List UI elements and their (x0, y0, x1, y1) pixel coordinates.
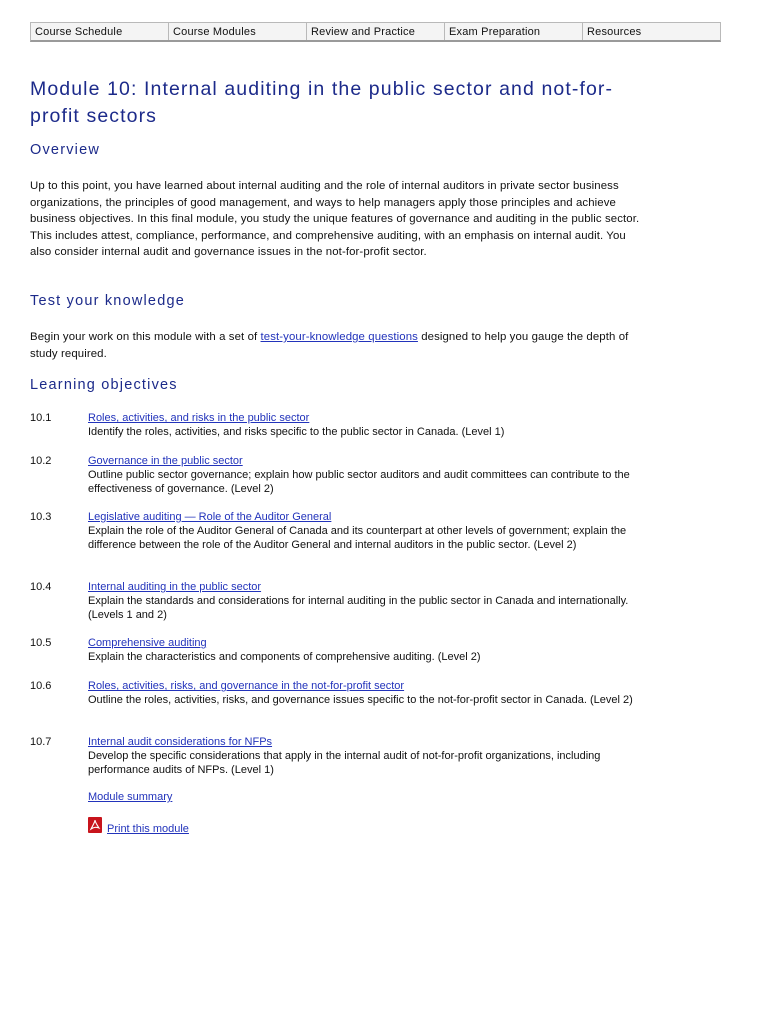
objective-link[interactable]: Roles, activities, and risks in the public sector (88, 412, 310, 424)
objective-description: Develop the specific considerations that apply in the internal audit of not-for-profit organizations, including performance audits of NFPs. (Level 1) (88, 750, 601, 776)
tab-resources[interactable]: Resources (587, 25, 642, 38)
objective-number: 10.1 (30, 412, 52, 424)
tab-course-schedule[interactable]: Course Schedule (31, 23, 169, 40)
test-text-after: designed to help you gauge the depth of study required. (30, 331, 629, 360)
test-knowledge-heading: Test your knowledge (30, 293, 185, 309)
objective-description: Explain the role of the Auditor General of Canada and its counterpart at other levels of government; explain the difference between the role of the Auditor General and internal auditors in the public sector. (Level 2) (88, 525, 627, 551)
test-text-before: Begin your work on this module with a set of (30, 331, 261, 343)
objective-number: 10.6 (30, 680, 52, 692)
test-knowledge-link[interactable]: test-your-knowledge questions (260, 331, 418, 343)
objective-description: Outline public sector governance; explain how public sector auditors and audit committees can contribute to the effectiveness of governance. (Level 2) (88, 469, 630, 495)
pdf-icon[interactable] (88, 817, 102, 833)
objective-link[interactable]: Legislative auditing — Role of the Auditor General (88, 511, 332, 523)
tab-exam-preparation[interactable]: Exam Preparation (445, 23, 583, 40)
page-title: Module 10: Internal auditing in the public sector and not-for-profit sectors (30, 78, 614, 127)
module-summary-link[interactable]: Module summary (88, 791, 173, 803)
objective-description: Identify the roles, activities, and risks specific to the public sector in Canada. (Level 1) (88, 426, 505, 438)
objective-number: 10.3 (30, 511, 52, 523)
pdf-glyph-icon (89, 819, 101, 831)
objective-link[interactable]: Internal audit considerations for NFPs (88, 736, 273, 748)
objective-description: Explain the characteristics and components of comprehensive auditing. (Level 2) (88, 651, 481, 663)
objective-link[interactable]: Internal auditing in the public sector (88, 581, 262, 593)
overview-text: Up to this point, you have learned about internal auditing and the role of internal auditors in private sector business organizations, the principles of good management, and ways to help managers apply those principles and achieve business objectives. In this final module, you study the unique features of governance and auditing in the public sector. This includes attest, compliance, performance, and comprehensive auditing, with an emphasis on internal audit. You also consider internal audit and governance issues in the not-for-profit sector. (30, 180, 640, 258)
objective-link[interactable]: Comprehensive auditing (88, 637, 207, 649)
objective-link[interactable]: Governance in the public sector (88, 455, 243, 467)
objective-link[interactable]: Roles, activities, risks, and governance in the not-for-profit sector (88, 680, 405, 692)
learning-objectives-heading: Learning objectives (30, 377, 178, 393)
overview-heading: Overview (30, 142, 101, 158)
top-nav-bar (30, 22, 721, 42)
tab-review-and-practice[interactable]: Review and Practice (307, 23, 445, 40)
tab-course-modules[interactable]: Course Modules (169, 23, 307, 40)
print-module-row (107, 822, 307, 836)
objective-description: Outline the roles, activities, risks, and governance issues specific to the not-for-profit sector in Canada. (Level 2) (88, 694, 633, 706)
objective-number: 10.7 (30, 736, 52, 748)
test-knowledge-text (30, 329, 640, 362)
objective-description: Explain the standards and considerations for internal auditing in the public sector in Canada and internationally. (Levels 1 and 2) (88, 595, 629, 621)
objective-number: 10.5 (30, 637, 52, 649)
print-module-link[interactable]: Print this module (107, 823, 189, 835)
objective-number: 10.4 (30, 581, 52, 593)
objective-number: 10.2 (30, 455, 52, 467)
